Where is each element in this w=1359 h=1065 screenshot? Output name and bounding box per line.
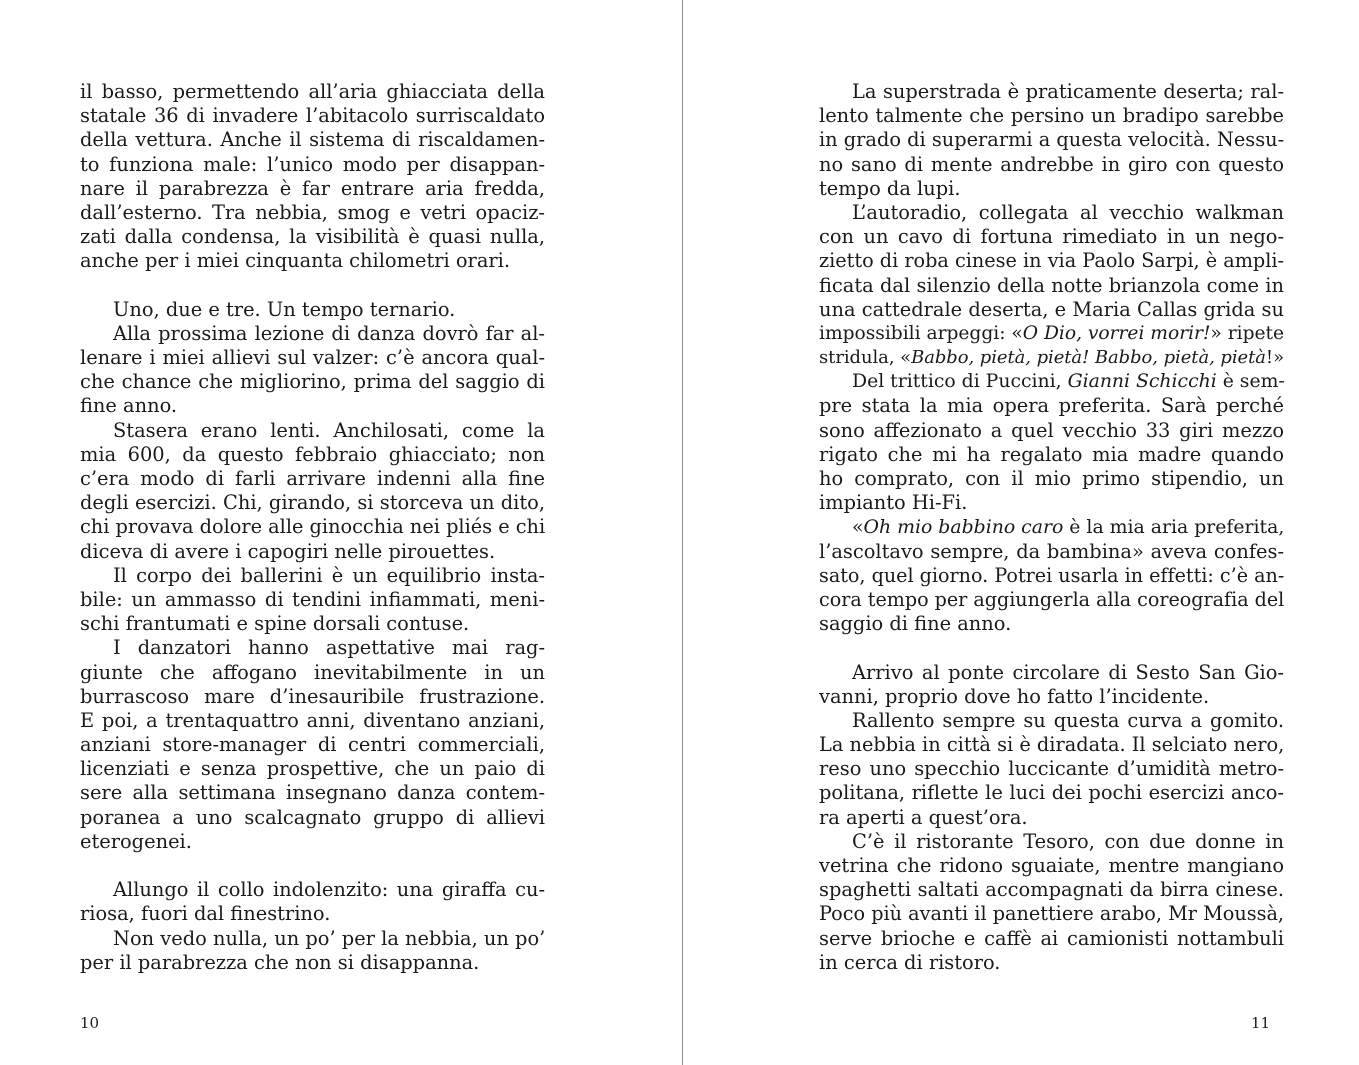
text-line: Rallento sempre su questa curva a gomito. [852, 708, 1284, 732]
text-run: !» [1265, 347, 1285, 369]
text-line: in cerca di ristoro. [819, 950, 1001, 974]
text-run: » ripete [1210, 322, 1285, 344]
text-line: degli esercizi. Chi, girando, si storceva un dito, [80, 491, 545, 515]
text-line: burrascoso mare d’inesauribile frustrazione. [80, 684, 545, 708]
text-line: giunte che affogano inevitabilmente in un [80, 660, 545, 684]
text-line: licenziati e senza prospettive, che un paio di [80, 757, 545, 781]
text-line: tempo da lupi. [819, 176, 961, 200]
right-page [684, 0, 1359, 1065]
text-line: ficata dal silenzio della notte brianzola come in [819, 273, 1284, 297]
text-line: C’è il ristorante Tesoro, con due donne in [852, 829, 1284, 853]
text-line: lenare i miei allievi sul valzer: c’è ancora qual- [80, 346, 545, 370]
text-line: l’ascoltavo sempre, da bambina» aveva confes- [819, 539, 1284, 563]
text-line: Poco più avanti il panettiere arabo, Mr Moussà, [819, 902, 1284, 926]
text-line: ho comprato, con il mio primo stipendio, un [819, 467, 1284, 490]
text-run: « [852, 516, 864, 539]
text-line: sere alla settimana insegnano danza contem- [80, 781, 545, 805]
text-line: pre stata la mia opera preferita. Sarà perché [819, 394, 1284, 418]
text-line: c’era modo di farli arrivare indenni alla fine [80, 467, 545, 490]
text-line: Stasera erano lenti. Anchilosati, come la [113, 418, 545, 442]
text-line: fine anno. [80, 394, 178, 418]
text-run: è la mia aria preferita, [1063, 516, 1285, 539]
text-line: politana, riflette le luci dei pochi esercizi anco- [819, 781, 1284, 805]
text-line: E poi, a trentaquattro anni, diventano anziani, [80, 708, 545, 732]
text-line: Uno, due e tre. Un tempo ternario. [113, 297, 456, 321]
text-line: in grado di superarmi a questa velocità. Nessu- [819, 128, 1285, 152]
page-number-right: 11 [1251, 1014, 1271, 1032]
text-line: spaghetti saltati accompagnati da birra cinese. [819, 878, 1284, 902]
text-line: mia 600, da questo febbraio ghiacciato; non [80, 442, 545, 466]
book-gutter [682, 0, 683, 1065]
text-line: Alla prossima lezione di danza dovrò far al- [113, 321, 545, 345]
page-number-left: 10 [80, 1014, 100, 1032]
text-run: stridula, « [819, 347, 912, 369]
text-line: nare il parabrezza è far entrare aria fredda, [80, 176, 545, 200]
text-line: I danzatori hanno aspettative mai rag- [113, 636, 545, 660]
text-line: eterogenei. [80, 829, 192, 853]
paragraph-gap [819, 636, 1284, 660]
text-run: impossibili arpeggi: « [819, 322, 1023, 344]
italic-text: O Dio, vorrei morir! [1022, 322, 1211, 344]
text-line: della vettura. Anche il sistema di riscaldamen- [80, 128, 545, 152]
text-line: Arrivo al ponte circolare di Sesto San Gio- [852, 660, 1284, 684]
text-line: una cattedrale deserta, e Maria Callas grida su [819, 297, 1284, 321]
text-line: serve brioche e caffè ai camionisti nottambuli [819, 926, 1284, 950]
text-line: zietto di roba cinese in via Paolo Sarpi, è ampli- [819, 249, 1284, 273]
text-line [819, 370, 1284, 394]
text-line: poranea a uno scalcagnato gruppo di allievi [80, 805, 545, 829]
text-line: Il corpo dei ballerini è un equilibrio insta- [113, 563, 545, 587]
italic-text: Babbo, pietà, pietà! Babbo, pietà, pietà [911, 347, 1266, 369]
text-line: saggio di fine anno. [819, 612, 1012, 636]
right-page-text [819, 80, 1284, 975]
text-line: vanni, proprio dove ho fatto l’incidente. [819, 684, 1210, 708]
text-line: La nebbia in città si è diradata. Il selciato nero, [819, 733, 1285, 757]
text-line: anziani store-manager di centri commerciali, [80, 733, 545, 757]
text-line: zati dalla condensa, la visibilità è quasi nulla, [80, 225, 545, 249]
text-line: vetrina che ridono sguaiate, mentre mangiano [819, 854, 1284, 877]
text-line: chi provava dolore alle ginocchia nei pliés e chi [80, 515, 546, 539]
text-line: to funziona male: l’unico modo per disappan- [80, 152, 545, 176]
text-line: il basso, permettendo all’aria ghiacciata della [80, 80, 545, 103]
text-line: no sano di mente andrebbe in giro con questo [819, 152, 1284, 176]
text-line [819, 346, 1284, 370]
italic-text: Gianni Schicchi [1067, 371, 1217, 393]
text-line: anche per i miei cinquanta chilometri orari. [80, 249, 511, 273]
left-page-text [80, 80, 545, 975]
text-line: ra aperti a quest’ora. [819, 805, 1028, 829]
text-line: Non vedo nulla, un po’ per la nebbia, un po’ [113, 926, 546, 950]
text-line: sono affezionato a quel vecchio 33 giri mezzo [819, 418, 1284, 442]
text-line: Allungo il collo indolenzito: una giraffa cu- [113, 878, 545, 902]
text-line: che chance che migliorino, prima del saggio di [80, 370, 545, 394]
text-line: diceva di avere i capogiri nelle pirouettes. [80, 539, 496, 563]
text-line: per il parabrezza che non si disappanna. [80, 950, 480, 974]
text-line: schi frantumati e spine dorsali contuse. [80, 612, 470, 636]
text-line: cora tempo per aggiungerla alla coreografia del [819, 587, 1285, 611]
text-run: è sem- [1216, 371, 1285, 393]
text-line: impianto Hi-Fi. [819, 491, 968, 515]
text-line [819, 515, 1284, 539]
text-line: statale 36 di invadere l’abitacolo surriscaldato [80, 104, 545, 128]
text-line: rigato che mi ha regalato mia madre quando [819, 442, 1284, 466]
text-line [819, 322, 1284, 346]
text-line: lento talmente che persino un bradipo sarebbe [819, 104, 1284, 128]
paragraph-gap [80, 274, 545, 298]
text-line: con un cavo di fortuna rimediato in un nego- [819, 225, 1284, 249]
text-line: bile: un ammasso di tendini infiammati, meni- [80, 587, 545, 611]
text-run: Del trittico di Puccini, [852, 371, 1068, 393]
text-line: La superstrada è praticamente deserta; ral- [852, 80, 1284, 103]
paragraph-gap [80, 854, 545, 878]
text-line: reso uno specchio luccicante d’umidità metro- [819, 757, 1284, 781]
italic-text: Oh mio babbino caro [863, 516, 1064, 539]
text-line: dall’esterno. Tra nebbia, smog e vetri opaciz- [80, 200, 545, 224]
text-line: sato, quel giorno. Potrei usarla in effetti: c’è an- [819, 563, 1285, 587]
text-line: L’autoradio, collegata al vecchio walkman [852, 200, 1284, 224]
text-line: riosa, fuori dal finestrino. [80, 902, 331, 926]
